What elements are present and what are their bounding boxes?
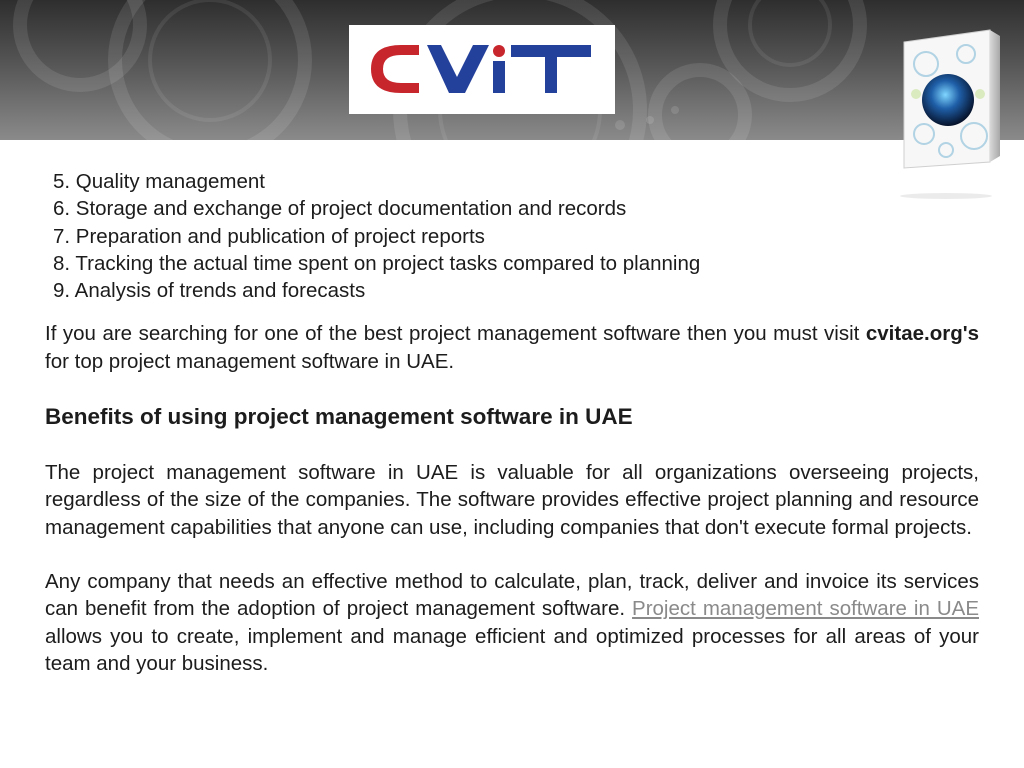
pm-software-link[interactable]: Project management software in UAE xyxy=(632,597,979,621)
slide-content xyxy=(45,168,979,677)
adoption-paragraph xyxy=(45,568,979,677)
list-item: 8. Tracking the actual time spent on project tasks compared to planning xyxy=(53,251,701,275)
list-item: 5. Quality management xyxy=(53,170,265,193)
intro-text: If you are searching for one of the best project management software then you must visit xyxy=(45,322,866,346)
section-heading: Benefits of using project management software in UAE xyxy=(45,404,633,430)
brand-name: cvitae.org's xyxy=(865,322,979,346)
cvit-logo xyxy=(349,25,615,114)
list-item: 7. Preparation and publication of project reports xyxy=(53,224,485,248)
adoption-text: Any company that needs an effective method to calculate, plan, track, deliver and invoice its services can benefit from the adoption of project management software. xyxy=(45,569,979,621)
list-item: 9. Analysis of trends and forecasts xyxy=(53,279,366,303)
adoption-text-end: allows you to create, implement and manage efficient and optimized processes for all areas of your team and your business. xyxy=(45,624,979,675)
list-item: 6. Storage and exchange of project documentation and records xyxy=(53,197,627,221)
cvit-logo-mark xyxy=(349,25,615,114)
benefits-paragraph: The project management software in UAE is valuable for all organizations overseeing projects, regardless of the size of the companies. The software provides effective project planning and resource management capabilities that anyone can use, including companies that don't execute formal projects. xyxy=(45,461,979,539)
software-box-icon xyxy=(896,24,1020,200)
intro-paragraph xyxy=(45,320,979,375)
feature-list xyxy=(45,168,979,304)
intro-text-end: for top project management software in UAE. xyxy=(45,349,455,373)
header-banner xyxy=(0,0,1024,140)
